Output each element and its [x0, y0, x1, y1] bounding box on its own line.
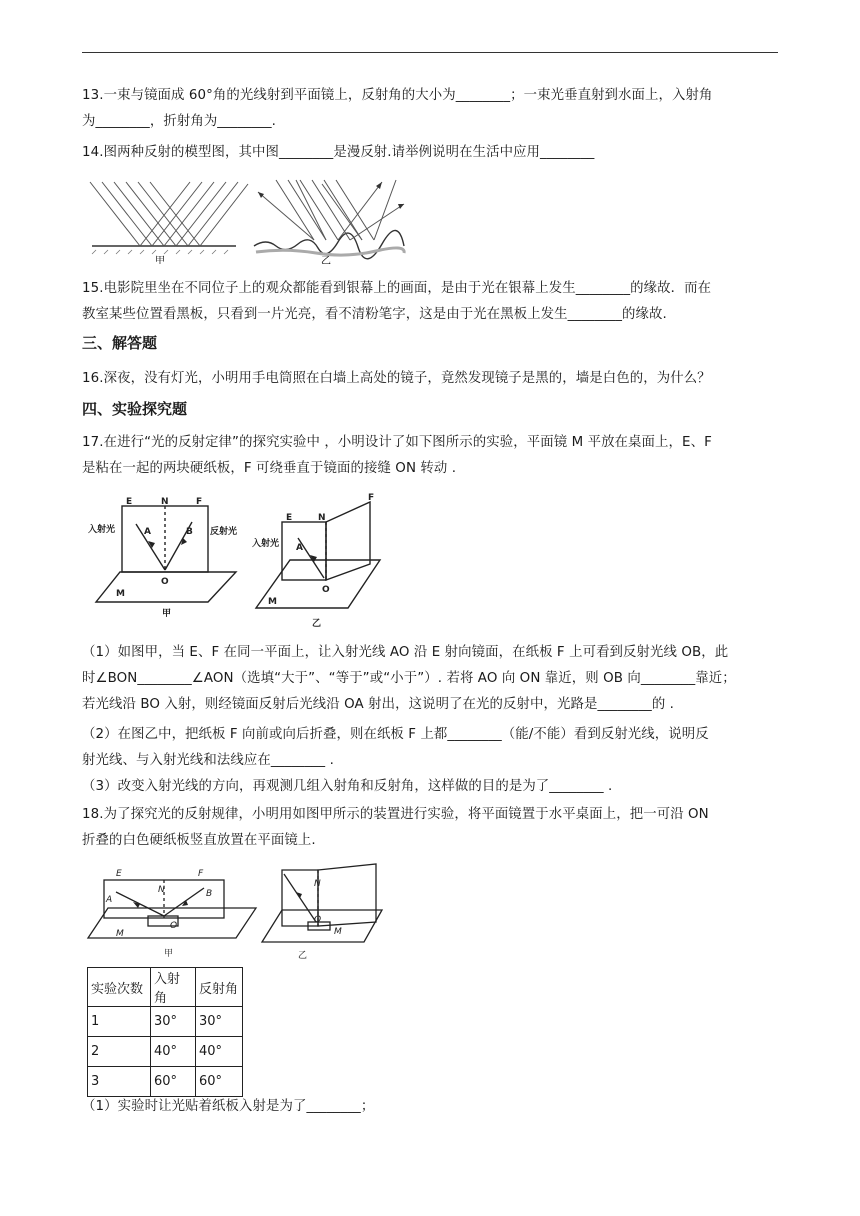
q17-label-jia: 甲: [162, 609, 172, 619]
q17b-label-e: E: [286, 513, 293, 523]
fig-label-jia: 甲: [155, 256, 165, 264]
table-cell: 60°: [196, 1067, 243, 1097]
question-15: [82, 276, 782, 328]
fig-label-yi: 乙: [321, 256, 331, 264]
q13-line-2: 为________，折射角为________.: [82, 114, 277, 129]
incident-light-label-2: 入射光: [252, 539, 280, 549]
table-cell: 1: [88, 1007, 151, 1037]
q17-label-n: N: [161, 497, 169, 507]
table-row: [88, 1037, 243, 1067]
q17b-label-m: M: [268, 597, 277, 607]
q17-p1-line-1: （1）如图甲，当 E、F 在同一平面上，让入射光线 AO 沿 E 射向镜面，在纸板 F 上可看到反射光线 OB，此: [82, 645, 729, 660]
q17-line-2: 是粘在一起的两块硬纸板，F 可绕垂直于镜面的接缝 ON 转动 .: [82, 461, 457, 476]
table-header-cell: 反射角: [196, 968, 243, 1007]
q18b-label-o: O: [314, 915, 322, 925]
table-cell: 30°: [196, 1007, 243, 1037]
q17b-label-f: F: [368, 493, 375, 503]
q18-label-b: B: [206, 889, 213, 899]
q17b-label-a: A: [296, 543, 303, 553]
q13-line-1: 13.一束与镜面成 60°角的光线射到平面镜上，反射角的大小为________；一束光垂直射到水面上，入射角: [82, 88, 713, 103]
table-row: [88, 1007, 243, 1037]
section-3-heading: 三、解答题: [82, 334, 158, 352]
q18-label-a: A: [106, 895, 113, 905]
q18-label-n: N: [158, 885, 165, 895]
q18-label-m: M: [116, 929, 124, 939]
q18-label-jia: 甲: [164, 949, 174, 959]
q17-p1-line-2: 时∠BON________∠AON（选填“大于”、“等于”或“小于”）. 若将 AO 向 ON 靠近，则 OB 向________靠近；: [82, 671, 736, 686]
q17-p2-line-1: （2）在图乙中，把纸板 F 向前或向后折叠，则在纸板 F 上都________（能/不能）看到反射光线，说明反: [82, 727, 709, 742]
q17-label-yi: 乙: [312, 619, 322, 629]
question-16: 16.深夜，没有灯光，小明用手电筒照在白墙上高处的镜子，竟然发现镜子是黑的，墙是白色的，为什么？: [82, 371, 711, 386]
q17-label-o: O: [161, 577, 169, 587]
q18-line-2: 折叠的白色硬纸板竖直放置在平面镜上.: [82, 833, 316, 848]
reflected-light-label: 反射光: [210, 527, 238, 537]
q18-label-yi: 乙: [298, 951, 308, 961]
q18-label-f: F: [198, 869, 204, 879]
q17-label-f: F: [196, 497, 203, 507]
q18-label-e: E: [116, 869, 122, 879]
table-cell: 2: [88, 1037, 151, 1067]
q17-line-1: 17.在进行“光的反射定律”的探究实验中 ，小明设计了如下图所示的实验，平面镜 M 平放在桌面上，E、F: [82, 435, 712, 450]
q17-p2-line-2: 射光线、与入射光线和法线应在________ .: [82, 753, 334, 768]
q17-p1-line-3: 若光线沿 BO 入射，则经镜面反射后光线沿 OA 射出，这说明了在光的反射中，光路是________的 .: [82, 697, 675, 712]
q18-figure: [86, 862, 386, 966]
table-row: [88, 1067, 243, 1097]
q18-part-1: （1）实验时让光贴着纸板入射是为了________；: [82, 1099, 375, 1114]
reflection-models-diagram: [86, 174, 416, 264]
table-cell: 40°: [196, 1037, 243, 1067]
question-13: [82, 83, 782, 135]
table-cell: 3: [88, 1067, 151, 1097]
table-cell: 40°: [151, 1037, 196, 1067]
q15-line-2: 教室某些位置看黑板，只看到一片光亮，看不清粉笔字，这是由于光在黑板上发生________的缘故.: [82, 307, 667, 322]
question-14: 14.图两种反射的模型图，其中图________是漫反射.请举例说明在生活中应用________: [82, 145, 595, 160]
q17-label-m: M: [116, 589, 125, 599]
q18b-label-m: M: [334, 927, 342, 937]
reflection-law-apparatus-diagram: [86, 492, 386, 632]
q17-part-1: [82, 640, 782, 718]
q17-part-3: （3）改变入射光线的方向，再观测几组入射角和反射角，这样做的目的是为了________ .: [82, 779, 613, 794]
table-header-cell: 实验次数: [88, 968, 151, 1007]
table-cell: 30°: [151, 1007, 196, 1037]
table-cell: 60°: [151, 1067, 196, 1097]
header-rule: [82, 52, 778, 53]
q17-label-e: E: [126, 497, 133, 507]
section-4-heading: 四、实验探究题: [82, 400, 188, 418]
question-18: [82, 802, 782, 854]
q15-line-1: 15.电影院里坐在不同位子上的观众都能看到银幕上的画面，是由于光在银幕上发生________的缘故．而在: [82, 281, 712, 296]
q17-label-a: A: [144, 527, 151, 537]
q18-label-o: O: [170, 921, 178, 931]
q17-label-b: B: [186, 527, 193, 537]
reflection-board-diagram: [86, 862, 386, 962]
q17-figure: [86, 492, 386, 636]
table-header-row: [88, 968, 243, 1007]
question-17: [82, 430, 782, 482]
q17b-label-o: O: [322, 585, 330, 595]
reflection-data-table: [87, 967, 243, 1097]
table-header-cell: 入射角: [151, 968, 196, 1007]
q14-figure: [86, 174, 416, 268]
q18b-label-n: N: [314, 879, 321, 889]
incident-light-label: 入射光: [88, 525, 116, 535]
q18-line-1: 18.为了探究光的反射规律，小明用如图甲所示的装置进行实验，将平面镜置于水平桌面上，把一可沿 ON: [82, 807, 709, 822]
q17-part-2: [82, 722, 782, 774]
q17b-label-n: N: [318, 513, 326, 523]
